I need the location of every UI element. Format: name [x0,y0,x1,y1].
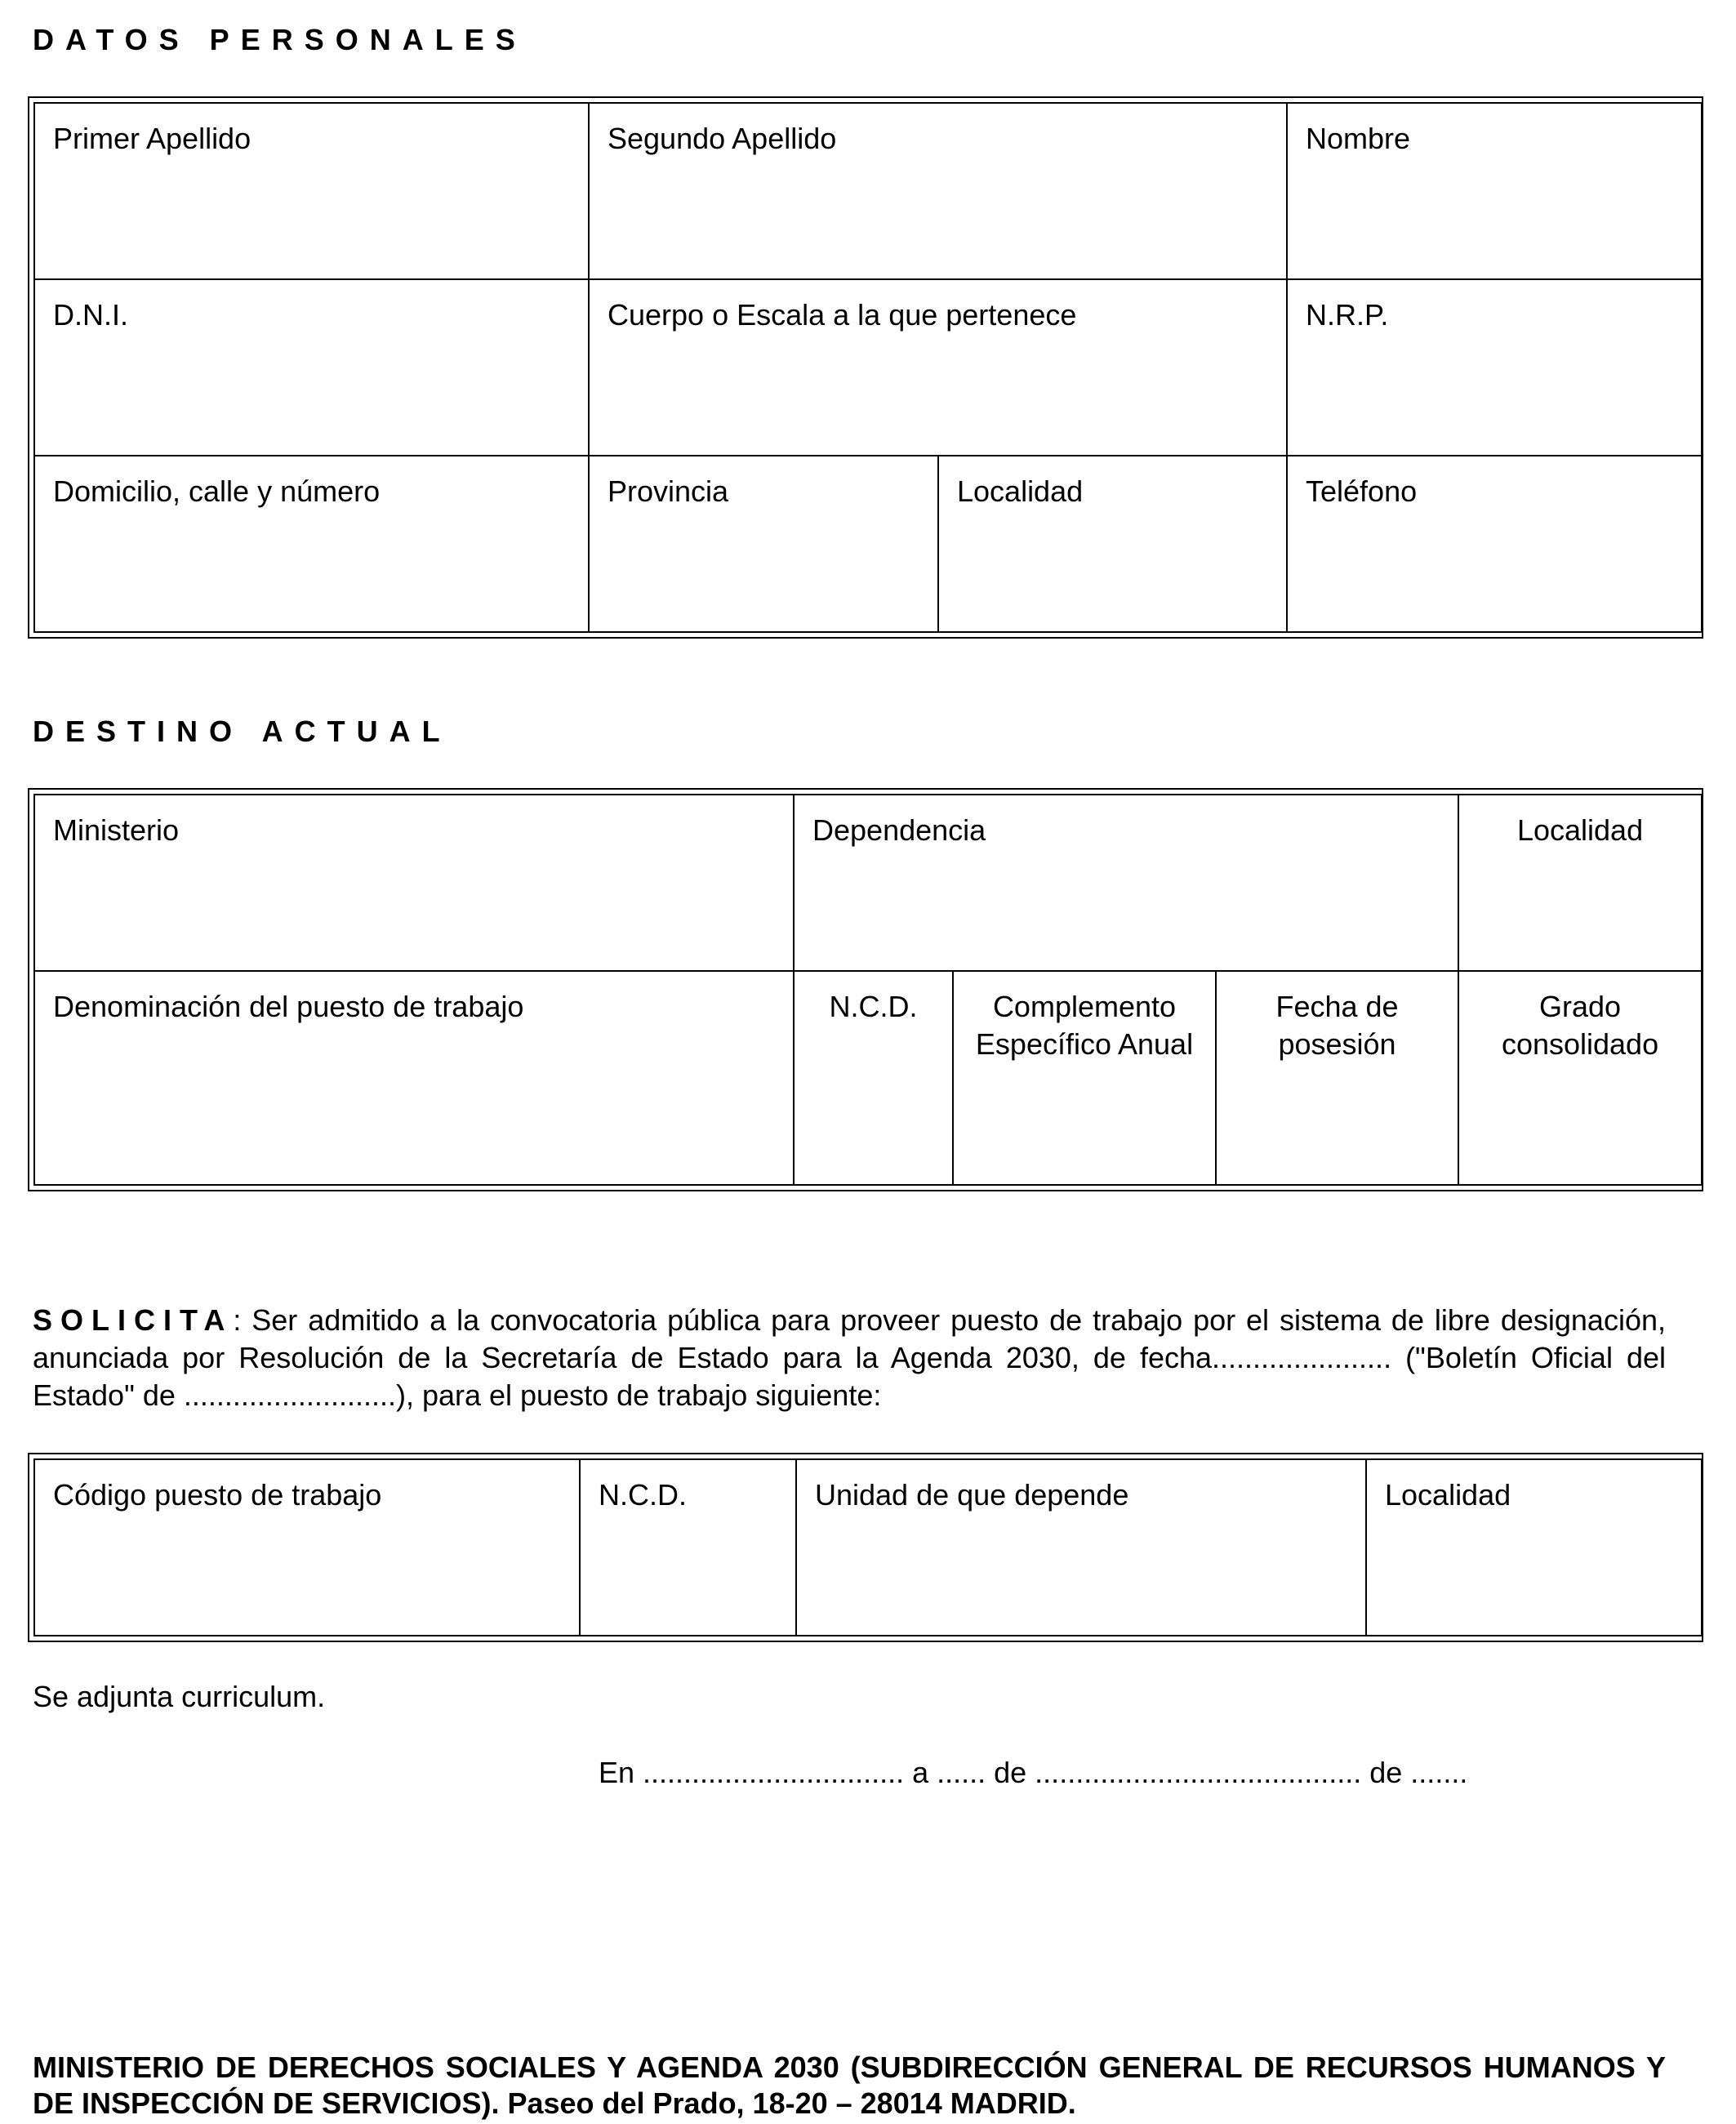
current-post-form [28,788,1703,1191]
field-complemento-especifico[interactable]: Complemento Específico Anual [953,971,1216,1185]
field-domicilio[interactable]: Domicilio, calle y número [34,456,589,632]
field-nombre[interactable]: Nombre [1287,103,1702,279]
field-telefono[interactable]: Teléfono [1287,456,1702,632]
field-segundo-apellido[interactable]: Segundo Apellido [589,103,1287,279]
personal-data-form [28,96,1703,639]
field-dni[interactable]: D.N.I. [34,279,589,456]
field-ncd-puesto[interactable]: N.C.D. [580,1459,796,1636]
field-localidad-destino[interactable]: Localidad [1458,795,1702,971]
field-ncd-destino[interactable]: N.C.D. [794,971,953,1185]
field-grado-consolidado[interactable]: Grado consolidado [1458,971,1702,1185]
field-provincia[interactable]: Provincia [589,456,938,632]
field-unidad-depende[interactable]: Unidad de que depende [796,1459,1366,1636]
field-ministerio[interactable]: Ministerio [34,795,794,971]
field-codigo-puesto[interactable]: Código puesto de trabajo [34,1459,580,1636]
solicita-label: SOLICITA [33,1303,234,1337]
place-date-line[interactable]: En ................................ a ...... de ........................................ de ....... [599,1756,1468,1789]
field-cuerpo-escala[interactable]: Cuerpo o Escala a la que pertenece [589,279,1287,456]
current-post-heading: DESTINO ACTUAL [33,715,452,748]
field-localidad[interactable]: Localidad [938,456,1287,632]
field-fecha-posesion[interactable]: Fecha de posesión [1216,971,1458,1185]
field-localidad-puesto[interactable]: Localidad [1366,1459,1702,1636]
solicita-text: : Ser admitido a la convocatoria pública para proveer puesto de trabajo por el sistema de libre designación, anunciada por Resolución de la Secretaría de Estado para la Agenda 2030, de fecha...................... ("Boletín Oficial del Estado" de ..........................), para el puesto de trabajo siguiente: [33,1303,1666,1412]
footer-address: MINISTERIO DE DERECHOS SOCIALES Y AGENDA 2030 (SUBDIRECCIÓN GENERAL DE RECURSOS HUMANOS Y DE INSPECCIÓN DE SERVICIOS). Paseo del Prado, 18-20 – 28014 MADRID. [33,2051,1666,2120]
field-denominacion-puesto[interactable]: Denominación del puesto de trabajo [34,971,794,1185]
curriculum-note: Se adjunta curriculum. [33,1680,326,1713]
field-dependencia[interactable]: Dependencia [794,795,1458,971]
solicita-paragraph [33,1302,1666,1414]
personal-data-heading: DATOS PERSONALES [33,23,527,56]
field-nrp[interactable]: N.R.P. [1287,279,1702,456]
requested-post-form [28,1453,1703,1642]
field-primer-apellido[interactable]: Primer Apellido [34,103,589,279]
